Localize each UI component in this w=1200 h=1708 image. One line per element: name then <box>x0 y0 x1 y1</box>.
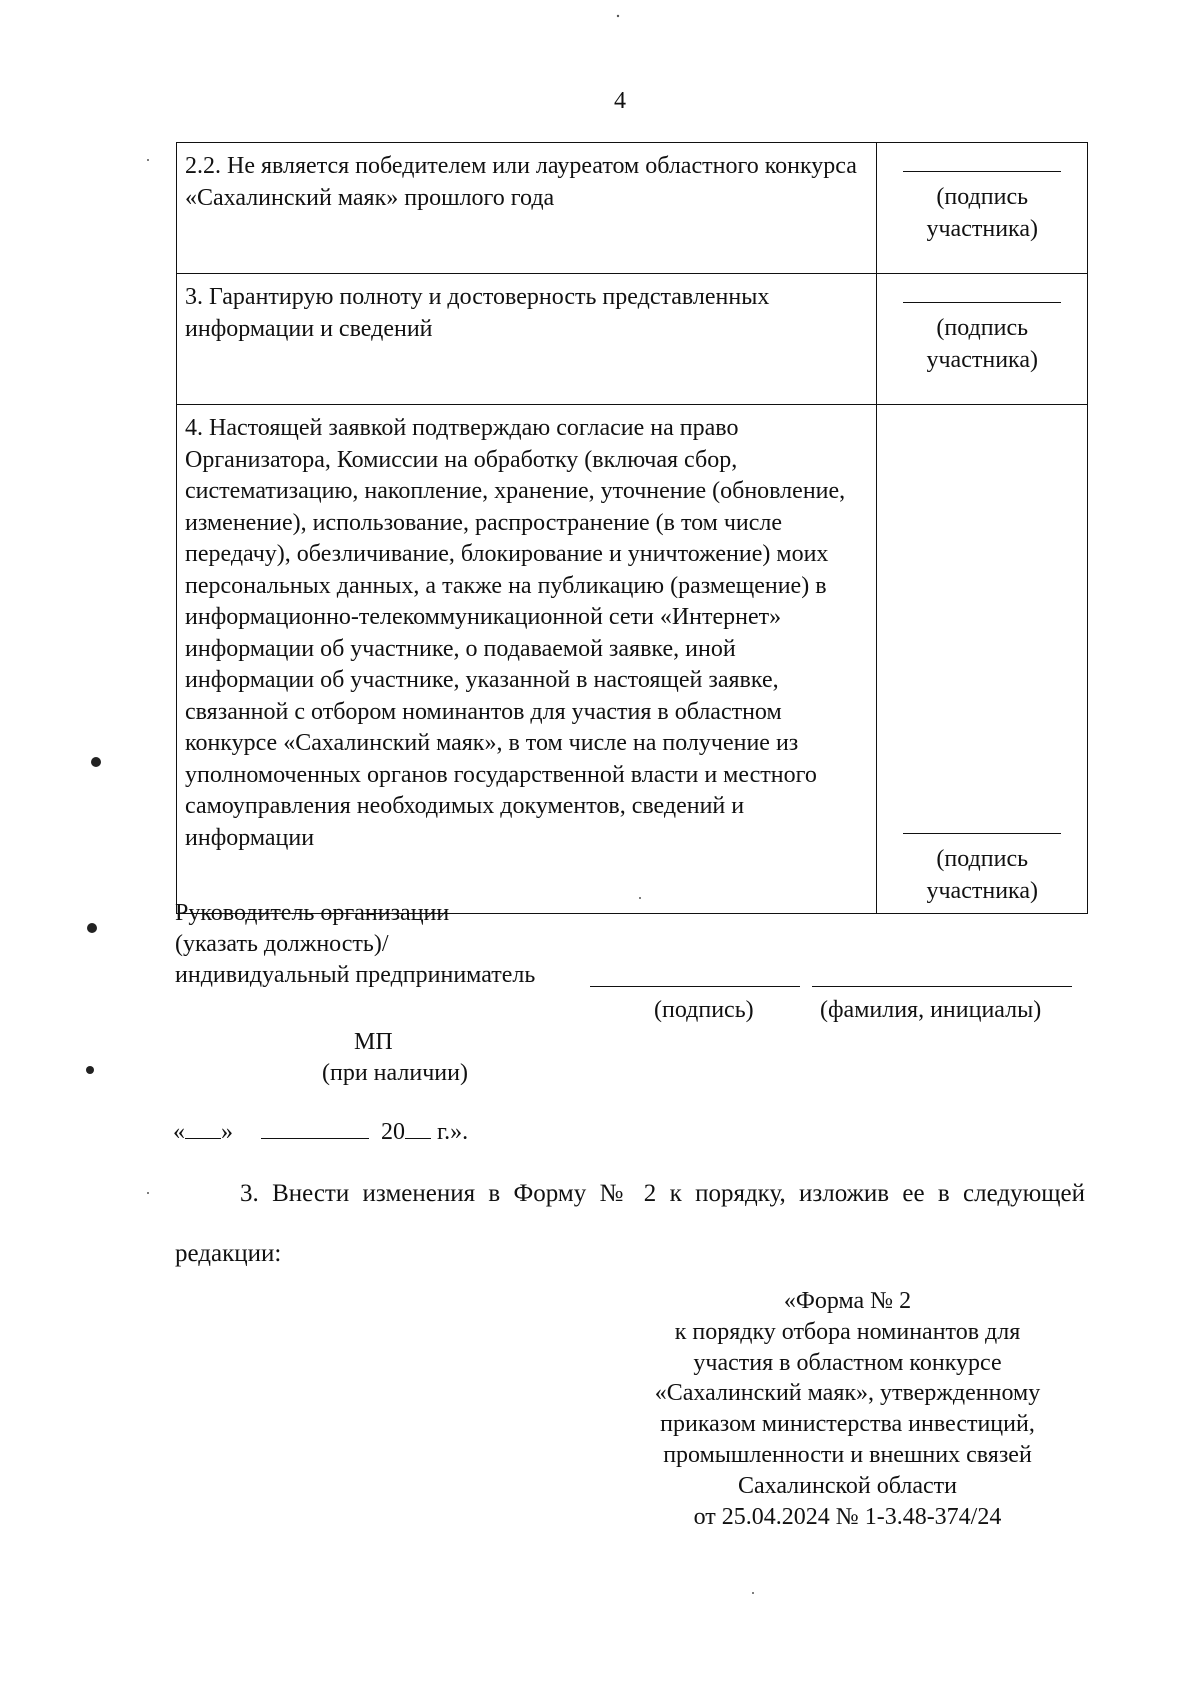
scan-speck <box>617 15 619 17</box>
form-header-line: к порядку отбора номинантов для <box>674 1318 1021 1345</box>
signatory-line: (указать должность)/ <box>175 931 389 957</box>
date-suffix: г.». <box>437 1119 469 1145</box>
scan-speck <box>147 159 149 161</box>
name-caption: (фамилия, инициалы) <box>820 997 1042 1023</box>
year-prefix: 20 <box>381 1119 405 1145</box>
statement-cell: 3. Гарантирую полноту и достоверность представленных информации и сведений <box>177 274 877 405</box>
scan-speck <box>752 1592 754 1594</box>
form-header-line: участия в областном конкурсе <box>693 1349 1002 1376</box>
scan-speck <box>147 1192 149 1194</box>
date-open-quote: « <box>173 1119 185 1145</box>
statement-cell: 2.2. Не является победителем или лауреатом областного конкурса «Сахалинский маяк» прошлого года <box>177 143 877 274</box>
punch-hole-mark <box>87 923 97 933</box>
page-number: 4 <box>614 88 626 114</box>
signature-label: (подпись <box>936 184 1029 210</box>
signature-label: участника) <box>926 215 1038 242</box>
signature-label: (подпись <box>936 315 1029 341</box>
form-header-line: «Форма № 2 <box>783 1288 912 1314</box>
amendment-paragraph: 3. Внести изменения в Форму № 2 к порядку, изложив ее в следующей редакции: <box>175 1180 1085 1267</box>
signature-label: участника) <box>926 877 1038 904</box>
signature-caption: (подпись) <box>654 997 754 1023</box>
form-header-line: «Сахалинский маяк», утвержденному <box>654 1380 1041 1407</box>
form-header-line: Сахалинской области <box>737 1472 958 1499</box>
signature-label: участника) <box>926 346 1038 373</box>
stamp-label: МП <box>354 1029 393 1055</box>
punch-hole-mark <box>86 1066 94 1074</box>
statement-cell: 4. Настоящей заявкой подтверждаю согласие на право Организатора, Комиссии на обработку (включая сбор, систематизацию, накопление, хранение, уточнение (обновление, изменение), использование, распространение (в том числе передачу), обезличивание, блокирование и уничтожение) моих персональных данных, а также на публикацию (размещение) в информационно-телекоммуникационной сети «Интернет» информации об участнике, о подаваемой заявке, иной информации об участнике, указанной в настоящей заявке, связанной с отбором номинантов для участия в областном конкурсе «Сахалинский маяк», в том числе на получение из уполномоченных органов государственной власти и местного самоуправления необходимых документов, сведений и информации <box>177 405 877 914</box>
date-close-quote: » <box>221 1119 233 1145</box>
signatory-line: Руководитель организации <box>175 900 450 926</box>
form-header-line: от 25.04.2024 № 1-3.48-374/24 <box>693 1503 1002 1530</box>
stamp-note: (при наличии) <box>322 1060 468 1086</box>
form-header-line: приказом министерства инвестиций, <box>660 1411 1035 1438</box>
signature-label: (подпись <box>936 846 1029 872</box>
form-header-line: промышленности и внешних связей <box>663 1441 1032 1468</box>
punch-hole-mark <box>91 757 101 767</box>
signatory-line: индивидуальный предприниматель <box>175 962 536 988</box>
scan-speck <box>639 897 641 899</box>
